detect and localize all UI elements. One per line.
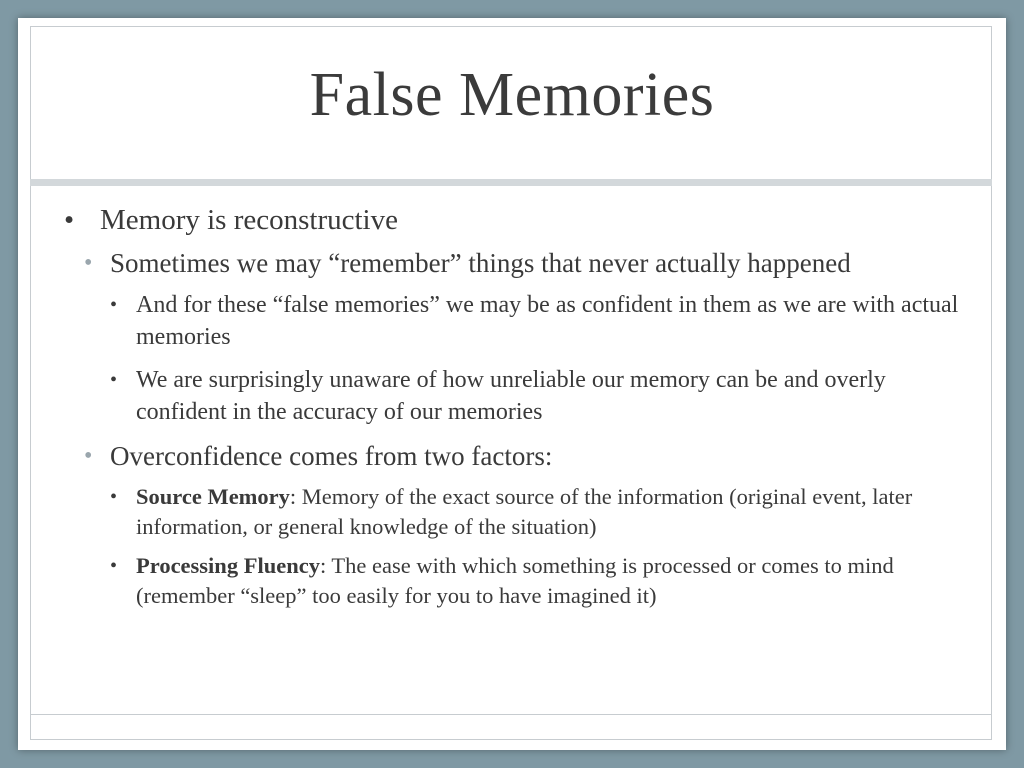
bullet-list (58, 202, 968, 611)
bullet-text: Memory is reconstructive (100, 204, 398, 236)
bullet-icon: • (110, 555, 118, 577)
bullet-text: : The ease with which something is processed or comes to mind (remember “sleep” too easily for you to have imagined it) (136, 553, 894, 608)
slide-title: False Memories (309, 61, 715, 129)
slide (18, 18, 1006, 750)
bullet-false-memories-confidence (110, 289, 968, 353)
title-divider (30, 179, 992, 186)
title-area (18, 18, 1006, 183)
bullet-text: : Memory of the exact source of the information (original event, later information, or general knowledge of the situation) (136, 484, 913, 539)
sub-bullet-list (84, 246, 968, 611)
footer-divider (30, 714, 992, 715)
term-source-memory: Source Memory (136, 484, 290, 509)
bullet-icon: • (110, 486, 118, 508)
bullet-unaware-unreliable (110, 364, 968, 428)
sub-sub-bullet-list (110, 289, 968, 428)
bullet-source-memory (110, 482, 968, 542)
bullet-icon: • (110, 294, 118, 316)
bullet-memory-reconstructive (58, 202, 968, 611)
bullet-icon: • (64, 204, 75, 236)
bullet-text: We are surprisingly unaware of how unreliable our memory can be and overly confident in the accuracy of our memories (136, 367, 886, 425)
sub-sub-bullet-list (110, 482, 968, 611)
bullet-icon: • (84, 443, 93, 469)
bullet-overconfidence-factors (84, 439, 968, 611)
slide-body (58, 202, 968, 620)
bullet-text: Overconfidence comes from two factors: (110, 441, 553, 471)
bullet-remember-things (84, 246, 968, 428)
term-processing-fluency: Processing Fluency (136, 553, 320, 578)
bullet-processing-fluency (110, 551, 968, 611)
bullet-text: And for these “false memories” we may be as confident in them as we are with actual memories (136, 292, 959, 350)
bullet-icon: • (110, 369, 118, 391)
bullet-text: Sometimes we may “remember” things that never actually happened (110, 248, 851, 278)
bullet-icon: • (84, 250, 93, 276)
